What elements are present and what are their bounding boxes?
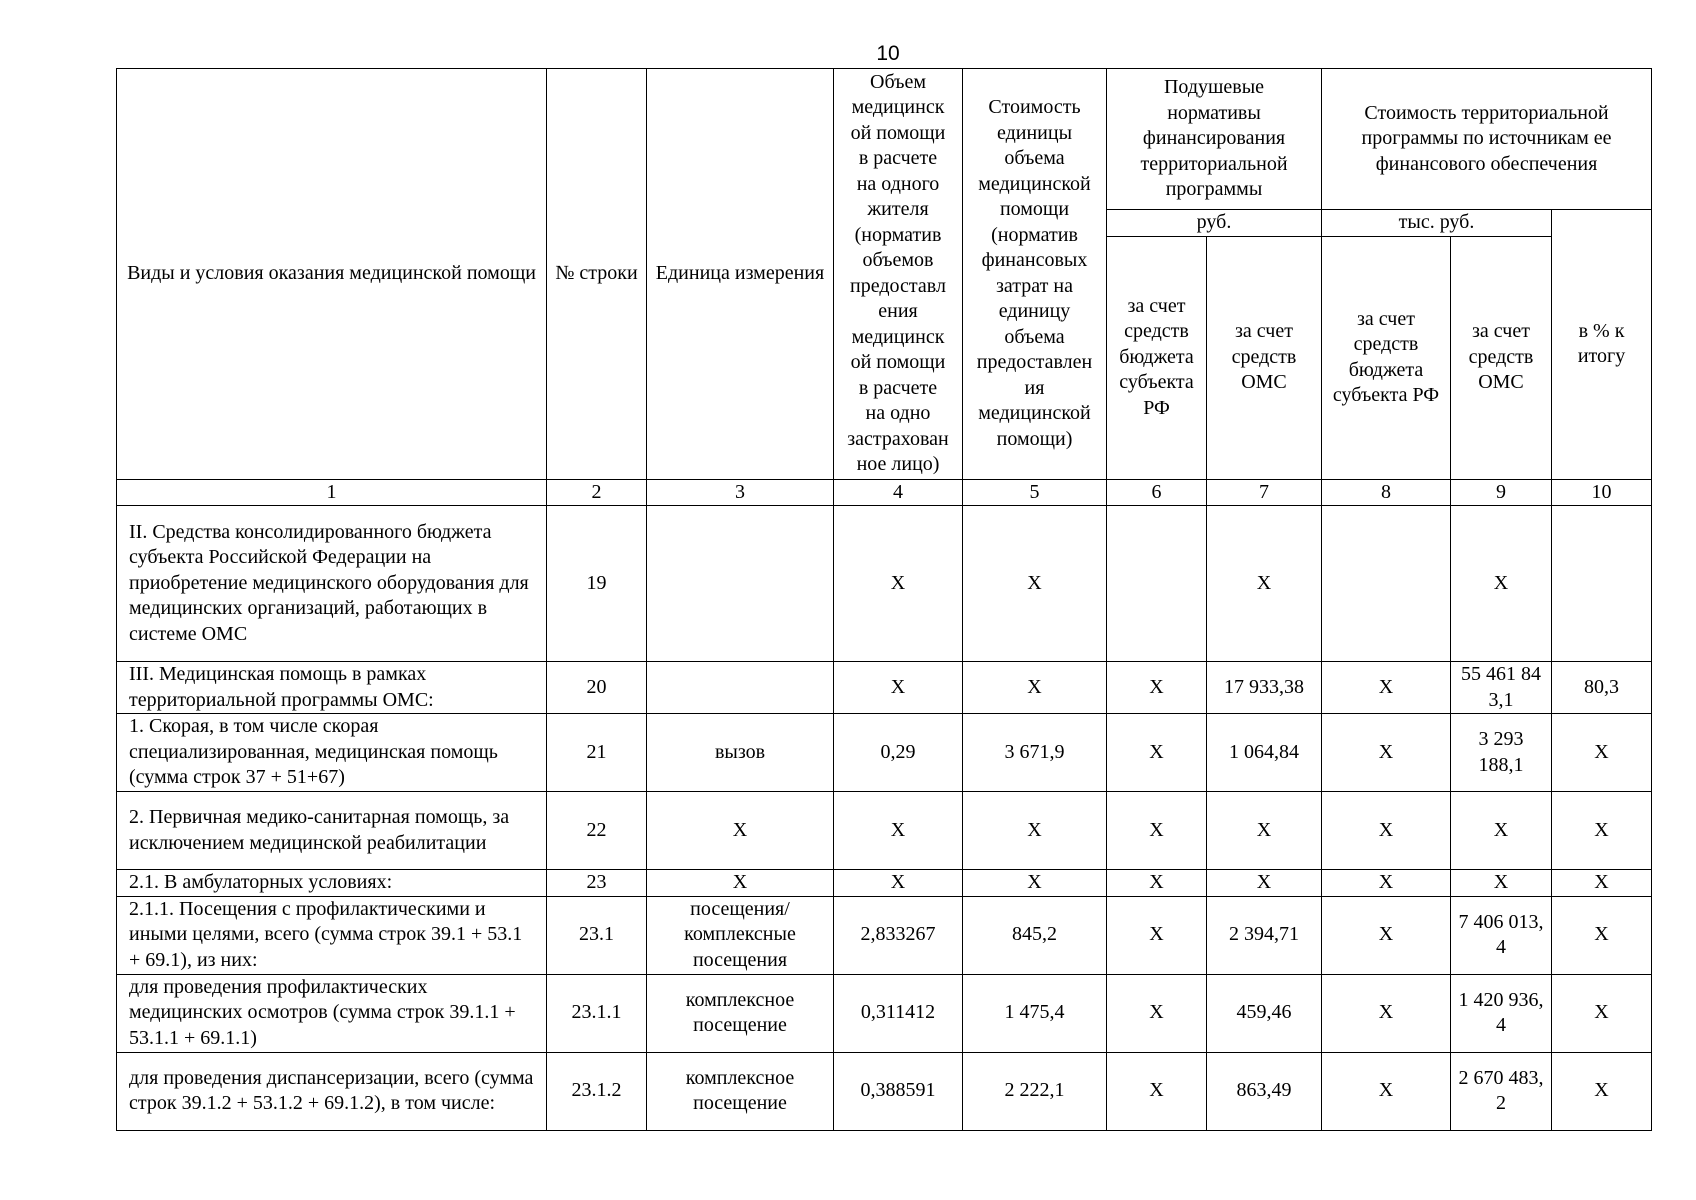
- row-description: для проведения профилактических медицинских осмотров (сумма строк 39.1.1 + 53.1.1 + 69.1.1): [117, 974, 547, 1052]
- row-volume: Х: [834, 870, 963, 897]
- row-unit: [647, 506, 834, 662]
- row-number: 23.1.2: [547, 1052, 647, 1130]
- row-oms-per-capita: Х: [1207, 870, 1322, 897]
- table-row: [117, 896, 1652, 974]
- header-unit-thousand-rub: тыс. руб.: [1322, 210, 1552, 237]
- row-percent: Х: [1552, 870, 1652, 897]
- table-row: [117, 714, 1652, 792]
- row-description: для проведения диспансеризации, всего (сумма строк 39.1.2 + 53.1.2 + 69.1.2), в том числе:: [117, 1052, 547, 1130]
- column-number: 9: [1451, 479, 1552, 506]
- row-number: 23: [547, 870, 647, 897]
- row-oms-per-capita: Х: [1207, 792, 1322, 870]
- row-number: 22: [547, 792, 647, 870]
- row-unit-cost: 1 475,4: [963, 974, 1107, 1052]
- table-row: [117, 1052, 1652, 1130]
- row-budget-cost: Х: [1322, 792, 1451, 870]
- row-unit-cost: Х: [963, 662, 1107, 714]
- header-row-1: [117, 69, 1652, 210]
- header-col-1: Виды и условия оказания медицинской помощи: [117, 69, 547, 480]
- row-budget-cost: Х: [1322, 1052, 1451, 1130]
- row-unit: комплексное посещение: [647, 1052, 834, 1130]
- row-oms-per-capita: 1 064,84: [1207, 714, 1322, 792]
- header-col-4: Объем медицинск ой помощи в расчете на одного жителя (норматив объемов предоставл ения медицинск ой помощи в расчете на одно застрахован ное лицо): [834, 69, 963, 480]
- header-col-10: в % к итогу: [1552, 210, 1652, 480]
- row-budget-cost: Х: [1322, 896, 1451, 974]
- header-unit-rub: руб.: [1107, 210, 1322, 237]
- row-oms-cost: Х: [1451, 792, 1552, 870]
- row-unit-cost: Х: [963, 870, 1107, 897]
- column-number: 6: [1107, 479, 1207, 506]
- row-number: 19: [547, 506, 647, 662]
- row-volume: 0,388591: [834, 1052, 963, 1130]
- row-oms-per-capita: 863,49: [1207, 1052, 1322, 1130]
- column-numbers-row: [117, 479, 1652, 506]
- row-budget-cost: Х: [1322, 662, 1451, 714]
- row-oms-cost: 1 420 936, 4: [1451, 974, 1552, 1052]
- header-group-per-capita: Подушевые нормативы финансирования территориальной программы: [1107, 69, 1322, 210]
- row-percent: Х: [1552, 1052, 1652, 1130]
- row-percent: 80,3: [1552, 662, 1652, 714]
- row-volume: 0,29: [834, 714, 963, 792]
- row-unit: [647, 662, 834, 714]
- row-unit-cost: 845,2: [963, 896, 1107, 974]
- row-volume: Х: [834, 662, 963, 714]
- row-budget-cost: [1322, 506, 1451, 662]
- column-number: 8: [1322, 479, 1451, 506]
- column-number: 3: [647, 479, 834, 506]
- header-col-2: № строки: [547, 69, 647, 480]
- row-number: 21: [547, 714, 647, 792]
- header-group-cost: Стоимость территориальной программы по источникам ее финансового обеспечения: [1322, 69, 1652, 210]
- row-description: II. Средства консолидированного бюджета субъекта Российской Федерации на приобретение медицинского оборудования для медицинских организаций, работающих в системе ОМС: [117, 506, 547, 662]
- row-percent: Х: [1552, 896, 1652, 974]
- row-unit-cost: 2 222,1: [963, 1052, 1107, 1130]
- row-unit: комплексное посещение: [647, 974, 834, 1052]
- column-number: 2: [547, 479, 647, 506]
- header-col-9: за счет средств ОМС: [1451, 236, 1552, 479]
- row-volume: Х: [834, 792, 963, 870]
- row-unit: Х: [647, 792, 834, 870]
- row-unit-cost: Х: [963, 792, 1107, 870]
- row-oms-per-capita: 459,46: [1207, 974, 1322, 1052]
- row-unit: вызов: [647, 714, 834, 792]
- row-oms-cost: Х: [1451, 870, 1552, 897]
- row-budget-cost: Х: [1322, 714, 1451, 792]
- program-cost-table: [116, 68, 1652, 1131]
- row-oms-cost: 55 461 84 3,1: [1451, 662, 1552, 714]
- row-percent: Х: [1552, 974, 1652, 1052]
- row-budget-per-capita: Х: [1107, 896, 1207, 974]
- row-oms-per-capita: Х: [1207, 506, 1322, 662]
- row-unit-cost: Х: [963, 506, 1107, 662]
- column-number: 4: [834, 479, 963, 506]
- column-number: 7: [1207, 479, 1322, 506]
- row-oms-per-capita: 2 394,71: [1207, 896, 1322, 974]
- row-volume: Х: [834, 506, 963, 662]
- row-oms-cost: 3 293 188,1: [1451, 714, 1552, 792]
- row-percent: [1552, 506, 1652, 662]
- row-description: 2.1. В амбулаторных условиях:: [117, 870, 547, 897]
- row-budget-cost: Х: [1322, 974, 1451, 1052]
- row-number: 23.1.1: [547, 974, 647, 1052]
- page-number: 10: [876, 42, 900, 65]
- row-budget-per-capita: Х: [1107, 714, 1207, 792]
- column-number: 5: [963, 479, 1107, 506]
- row-budget-per-capita: Х: [1107, 870, 1207, 897]
- header-col-6: за счет средств бюджета субъекта РФ: [1107, 236, 1207, 479]
- row-number: 20: [547, 662, 647, 714]
- column-number: 1: [117, 479, 547, 506]
- header-col-7: за счет средств ОМС: [1207, 236, 1322, 479]
- row-budget-per-capita: Х: [1107, 1052, 1207, 1130]
- row-unit: Х: [647, 870, 834, 897]
- row-budget-per-capita: [1107, 506, 1207, 662]
- row-budget-per-capita: Х: [1107, 792, 1207, 870]
- header-col-3: Единица измерения: [647, 69, 834, 480]
- row-percent: Х: [1552, 792, 1652, 870]
- row-number: 23.1: [547, 896, 647, 974]
- header-col-8: за счет средств бюджета субъекта РФ: [1322, 236, 1451, 479]
- row-oms-cost: 2 670 483, 2: [1451, 1052, 1552, 1130]
- table-row: [117, 792, 1652, 870]
- row-oms-cost: Х: [1451, 506, 1552, 662]
- row-description: 1. Скорая, в том числе скорая специализированная, медицинская помощь (сумма строк 37 + 51+67): [117, 714, 547, 792]
- row-description: III. Медицинская помощь в рамках территориальной программы ОМС:: [117, 662, 547, 714]
- table-row: [117, 974, 1652, 1052]
- row-unit-cost: 3 671,9: [963, 714, 1107, 792]
- row-description: 2.1.1. Посещения с профилактическими и иными целями, всего (сумма строк 39.1 + 53.1 + 69.1), из них:: [117, 896, 547, 974]
- row-description: 2. Первичная медико-санитарная помощь, за исключением медицинской реабилитации: [117, 792, 547, 870]
- row-volume: 2,833267: [834, 896, 963, 974]
- header-col-5: Стоимость единицы объема медицинской помощи (норматив финансовых затрат на единицу объема предоставлен ия медицинской помощи): [963, 69, 1107, 480]
- table-row: [117, 870, 1652, 897]
- row-percent: Х: [1552, 714, 1652, 792]
- row-budget-per-capita: Х: [1107, 974, 1207, 1052]
- row-oms-per-capita: 17 933,38: [1207, 662, 1322, 714]
- table-row: [117, 506, 1652, 662]
- row-oms-cost: 7 406 013, 4: [1451, 896, 1552, 974]
- row-unit: посещения/ комплексные посещения: [647, 896, 834, 974]
- row-volume: 0,311412: [834, 974, 963, 1052]
- row-budget-cost: Х: [1322, 870, 1451, 897]
- column-number: 10: [1552, 479, 1652, 506]
- table-row: [117, 662, 1652, 714]
- row-budget-per-capita: Х: [1107, 662, 1207, 714]
